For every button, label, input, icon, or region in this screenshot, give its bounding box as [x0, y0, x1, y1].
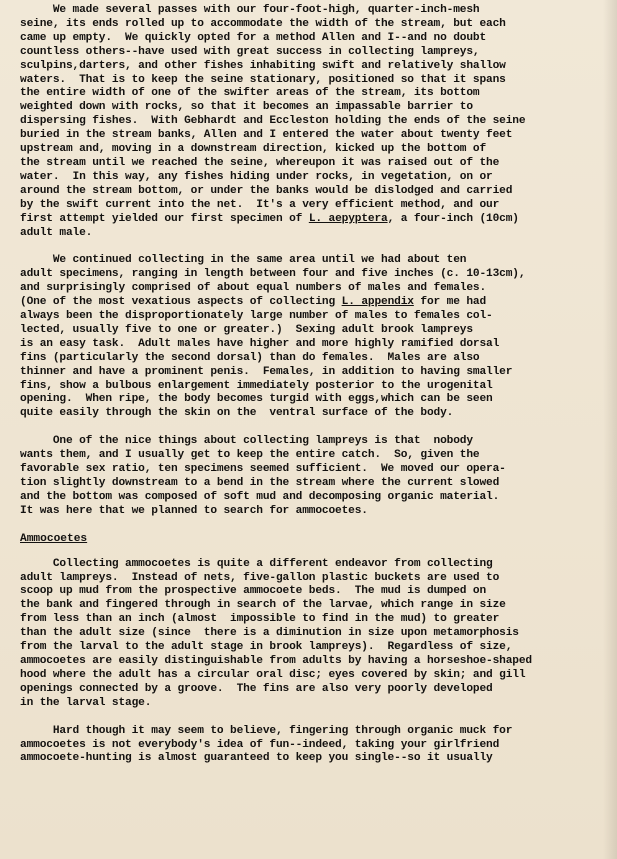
text-line: adult specimens, ranging in length between four and five inches (c. 10-13cm), [20, 268, 526, 281]
text-line: fins (particularly the second dorsal) than do females. Males are also [20, 351, 480, 364]
paragraph-collecting-ammocoetes [20, 558, 606, 711]
text-line: wants them, and I usually get to keep the entire catch. So, given the [20, 449, 480, 462]
species-name: L. aepyptera [308, 212, 388, 225]
text-line: adult male. [20, 226, 93, 239]
text-line: opening. When ripe, the body becomes turgid with eggs,which can be seen [20, 393, 493, 406]
paragraph-gap [20, 711, 606, 725]
text-line: It was here that we planned to search for ammocoetes. [20, 504, 368, 517]
text-line: Collecting ammocoetes is quite a different endeavor from collecting [20, 557, 493, 570]
text-line: from the larval to the adult stage in brook lampreys). Regardless of size, [20, 641, 513, 654]
text-line: One of the nice things about collecting lampreys is that nobody [20, 435, 473, 448]
paragraph-gap [20, 519, 606, 533]
text-line: is an easy task. Adult males have higher and more highly ramified dorsal [20, 337, 500, 350]
text-line: than the adult size (since there is a diminution in size upon metamorphosis [20, 627, 519, 640]
text-line: scoop up mud from the prospective ammocoete beds. The mud is dumped on [20, 585, 487, 598]
text-line: dispersing fishes. With Gebhardt and Eccleston holding the ends of the seine [20, 115, 526, 128]
text-line: the stream until we reached the seine, whereupon it was raised out of the [20, 156, 500, 169]
text-line: first attempt yielded our first specimen of L. aepyptera, a four-inch (10cm) [20, 212, 519, 225]
text-line: quite easily through the skin on the ventral surface of the body. [20, 407, 454, 420]
text-line: the entire width of one of the swifter areas of the stream, its bottom [20, 87, 480, 100]
text-line: ammocoetes are easily distinguishable from adults by having a horseshoe-shaped [20, 654, 532, 667]
text-line: favorable sex ratio, ten specimens seemed sufficient. We moved our opera- [20, 463, 506, 476]
text-line: seine, its ends rolled up to accommodate the width of the stream, but each [20, 17, 506, 30]
typed-text-body [20, 4, 606, 766]
text-line: by the swift current into the net. It's a very efficient method, and our [20, 198, 500, 211]
paragraph-gap [20, 421, 606, 435]
paragraph-moving-downstream [20, 435, 606, 518]
text-line: Hard though it may seem to believe, fingering through organic muck for [20, 724, 513, 737]
species-name: L. appendix [341, 296, 414, 309]
text-line: around the stream bottom, or under the banks would be dislodged and carried [20, 184, 513, 197]
text-line: tion slightly downstream to a bend in the stream where the current slowed [20, 477, 500, 489]
text-line: adult lampreys. Instead of nets, five-gallon plastic buckets are used to [20, 571, 500, 584]
text-line: openings connected by a groove. The fins are also very poorly developed [20, 682, 493, 695]
text-line: and surprisingly comprised of about equal numbers of males and females. [20, 282, 487, 295]
text-line: (One of the most vexatious aspects of collecting L. appendix for me had [20, 296, 487, 309]
text-line: thinner and have a prominent penis. Females, in addition to having smaller [20, 365, 513, 378]
text-line: countless others--have used with great success in collecting lampreys, [20, 45, 480, 58]
text-line: ammocoetes is not everybody's idea of fun--indeed, taking your girlfriend [20, 738, 500, 751]
text-line: ammocoete-hunting is almost guaranteed to keep you single--so it usually [20, 752, 493, 765]
text-line: buried in the stream banks, Allen and I entered the water about twenty feet [20, 129, 513, 142]
paragraph-hard-though [20, 725, 606, 767]
text-line: upstream and, moving in a downstream direction, kicked up the bottom of [20, 143, 487, 156]
section-heading-ammocoetes: Ammocoetes [20, 532, 88, 545]
text-line: lected, usually five to one or greater.) Sexing adult brook lampreys [20, 323, 473, 336]
text-line: We made several passes with our four-foot-high, quarter-inch-mesh [20, 4, 480, 16]
text-line: weighted down with rocks, so that it becomes an impassable barrier to [20, 101, 473, 114]
text-line: the bank and fingered through in search of the larvae, which range in size [20, 599, 506, 612]
text-line: hood where the adult has a circular oral disc; eyes covered by skin; and gill [20, 668, 526, 681]
paragraph-gap [20, 547, 606, 558]
text-line: We continued collecting in the same area until we had about ten [20, 254, 467, 267]
text-line: water. In this way, any fishes hiding under rocks, in vegetation, on or [20, 170, 493, 183]
text-line: waters. That is to keep the seine stationary, positioned so that it spans [20, 73, 506, 86]
text-line: sculpins,darters, and other fishes inhabiting swift and relatively shallow [20, 59, 506, 72]
paragraph-seine-method [20, 4, 606, 240]
text-line: in the larval stage. [20, 696, 152, 709]
text-line: came up empty. We quickly opted for a method Allen and I--and no doubt [20, 31, 487, 44]
paragraph-sexing-adults [20, 254, 606, 421]
text-line: and the bottom was composed of soft mud and decomposing organic material. [20, 490, 500, 503]
text-line: always been the disproportionately large number of males to females col- [20, 310, 493, 323]
text-line: from less than an inch (almost impossible to find in the mud) to greater [20, 613, 500, 626]
paragraph-gap [20, 240, 606, 254]
text-line: fins, show a bulbous enlargement immediately posterior to the urogenital [20, 379, 493, 392]
